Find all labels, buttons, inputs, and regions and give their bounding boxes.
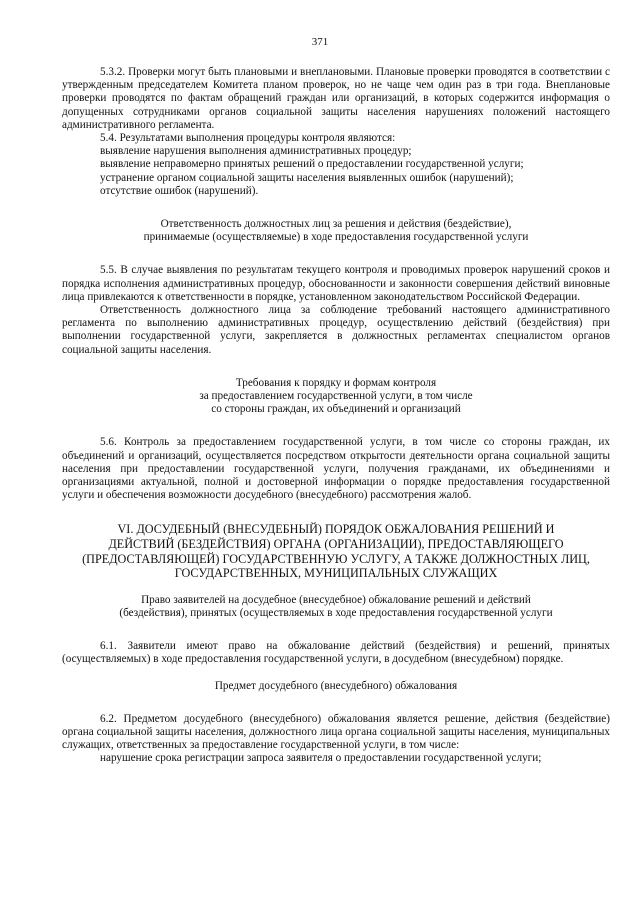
paragraph-5-6: 5.6. Контроль за предоставлением государственной услуги, в том числе со стороны граждан, их объединений и организаций, осуществляется посредством открытости деятельности органа социальной защиты населения при предоставлении государственной услуги, получения гражданами, их объединениями и организациями актуальной, полной и достоверной информации о порядке предоставления государственной услуги и обеспечения возможности досудебного (внесудебного) рассмотрения жалоб. (62, 436, 610, 502)
section-title-line-2: ДЕЙСТВИЙ (БЕЗДЕЙСТВИЯ) ОРГАНА (ОРГАНИЗАЦИИ), ПРЕДОСТАВЛЯЮЩЕГО (108, 537, 564, 552)
heading-requirements-line-3: со стороны граждан, их объединений и организаций (211, 403, 461, 416)
heading-right-line-2: (бездействия), принятых (осуществляемых в ходе предоставления государственной услуги (119, 607, 553, 620)
section-title-line-1: VI. ДОСУДЕБНЫЙ (ВНЕСУДЕБНЫЙ) ПОРЯДОК ОБЖАЛОВАНИЯ РЕШЕНИЙ И (117, 522, 555, 537)
heading-right-line-1: Право заявителей на досудебное (внесудебное) обжалование решений и действий (141, 593, 531, 606)
list-item: нарушение срока регистрации запроса заявителя о предоставлении государственной услуги; (100, 752, 542, 765)
heading-subject: Предмет досудебного (внесудебного) обжалования (214, 679, 458, 692)
heading-responsibility-line-1: Ответственность должностных лиц за решения и действия (бездействие), (160, 218, 512, 231)
section-title-line-3: (ПРЕДОСТАВЛЯЮЩЕЙ) ГОСУДАРСТВЕННУЮ УСЛУГУ, А ТАКЖЕ ДОЛЖНОСТНЫХ ЛИЦ, (82, 551, 590, 566)
list-item: устранение органом социальной защиты населения выявленных ошибок (нарушений); (100, 171, 514, 184)
paragraph-5-5: 5.5. В случае выявления по результатам текущего контроля и проводимых проверок нарушений сроков и порядка исполнения административных процедур, обоснованности и законности совершения действий виновные лица привлекаются к ответственности в порядке, установленном законодательством Российской Федерации. (62, 264, 610, 303)
list-item: выявление неправомерно принятых решений о предоставлении государственной услуги; (100, 158, 524, 171)
page-body (62, 66, 610, 766)
heading-requirements-line-1: Требования к порядку и формам контроля (235, 376, 437, 389)
paragraph-5-3-2: 5.3.2. Проверки могут быть плановыми и внеплановыми. Плановые проверки проводятся в соответствии с утвержденным председателем Комитета планом проверок, но не чаще чем один раз в три года. Внеплановые проверки проводятся по фактам обращений граждан или организаций, в которых содержится информация о допущенных сотрудниками органов социальной защиты населения нарушениях положений настоящего административного регламента. (62, 66, 610, 131)
paragraph-6-1: 6.1. Заявители имеют право на обжалование действий (бездействия) и решений, принятых (осуществляемых) в ходе предоставления государственной услуги, в досудебном (внесудебном) порядке. (62, 640, 610, 666)
heading-requirements-line-2: за предоставлением государственной услуги, в том числе (199, 390, 473, 403)
paragraph-6-2: 6.2. Предметом досудебного (внесудебного) обжалования является решение, действия (бездействие) органа социальной защиты населения, должностного лица органа социальной защиты населения, муниципальных служащих, ответственных за предоставление государственной услуги, в том числе: (62, 712, 610, 752)
paragraph-responsibility: Ответственность должностного лица за соблюдение требований настоящего административного регламента по выполнению административных процедур, осуществлению действий (бездействия) при выполнении государственной услуги, закрепляется в должностных регламентах специалистом органов социальной защиты населения. (62, 304, 610, 356)
paragraph-5-4: 5.4. Результатами выполнения процедуры контроля являются: (100, 132, 396, 145)
list-item: выявление нарушения выполнения административных процедур; (100, 145, 412, 158)
page-number: 371 (311, 36, 329, 48)
heading-responsibility-line-2: принимаемые (осуществляемые) в ходе предоставления государственной услуги (143, 231, 529, 244)
list-item: отсутствие ошибок (нарушений). (100, 184, 259, 197)
section-title-line-4: ГОСУДАРСТВЕННЫХ, МУНИЦИПАЛЬНЫХ СЛУЖАЩИХ (174, 566, 498, 581)
